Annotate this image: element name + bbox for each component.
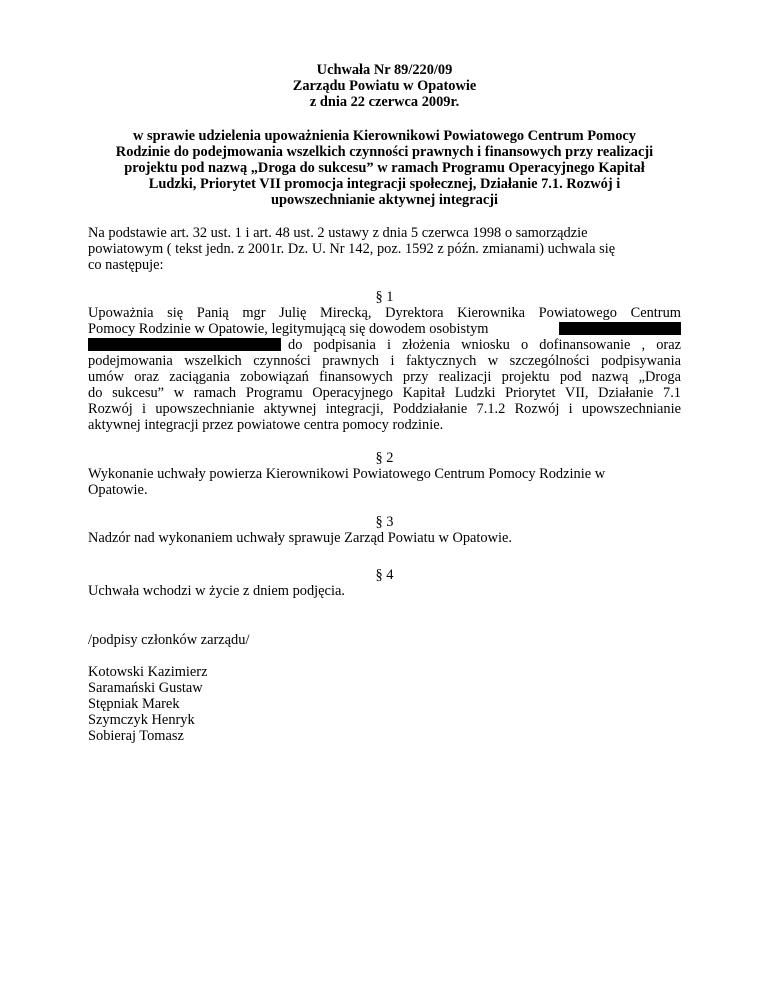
section-4-title: § 4 (375, 567, 394, 583)
section-2 (88, 450, 681, 498)
board-member-name: Stępniak Marek (88, 696, 180, 712)
section-2-line: Opatowie. (88, 482, 148, 498)
section-2-title: § 2 (375, 450, 394, 466)
subject-line: projektu pod nazwą „Droga do sukcesu” w ramach Programu Operacyjnego Kapitał (124, 160, 645, 176)
section-1-line: umów oraz zaciągania zobowiązań finansowych przy realizacji projektu pod nazwą „Droga (88, 369, 681, 385)
issuing-body: Zarządu Powiatu w Opatowie (292, 78, 477, 94)
subject-line: upowszechnianie aktywnej integracji (270, 192, 499, 208)
section-3 (88, 514, 681, 546)
signatures-label: /podpisy członków zarządu/ (88, 632, 250, 648)
board-members-list (88, 664, 681, 744)
section-1-line: aktywnej integracji przez powiatowe centra pomocy rodzinie. (88, 417, 444, 433)
board-member-name: Szymczyk Henryk (88, 712, 195, 728)
section-1-line-with-redaction (88, 321, 681, 337)
section-1-line: Pomocy Rodzinie w Opatowie, legitymującą się dowodem osobistym (88, 321, 489, 337)
board-member-name: Sobieraj Tomasz (88, 728, 184, 744)
legal-basis-line: co następuje: (88, 257, 164, 273)
resolution-date: z dnia 22 czerwca 2009r. (309, 94, 460, 110)
legal-basis-line: powiatowym ( tekst jedn. z 2001r. Dz. U. Nr 142, poz. 1592 z późn. zmianami) uchwala się (88, 241, 616, 257)
section-4 (88, 567, 681, 599)
section-4-line: Uchwała wchodzi w życie z dniem podjęcia. (88, 583, 345, 599)
subject-line: Ludzki, Priorytet VII promocja integracji społecznej, Działanie 7.1. Rozwój i (148, 176, 621, 192)
section-1-line: do podpisania i złożenia wniosku o dofinansowanie , oraz (288, 337, 681, 353)
redaction-bar (88, 338, 281, 351)
section-1-line: podejmowania wszelkich czynności prawnych i faktycznych w szczególności podpisywania (88, 353, 681, 369)
subject-line: w sprawie udzielenia upoważnienia Kierownikowi Powiatowego Centrum Pomocy (133, 128, 636, 144)
section-1-line: Upoważnia się Panią mgr Julię Mirecką, Dyrektora Kierownika Powiatowego Centrum (88, 305, 681, 321)
section-1-title: § 1 (375, 289, 394, 305)
legal-basis-line: Na podstawie art. 32 ust. 1 i art. 48 ust. 2 ustawy z dnia 5 czerwca 1998 o samorządzie (88, 225, 588, 241)
section-1-line-with-redaction (88, 337, 681, 353)
board-member-name: Kotowski Kazimierz (88, 664, 208, 680)
resolution-number: Uchwała Nr 89/220/09 (316, 62, 453, 78)
board-member-name: Saramański Gustaw (88, 680, 203, 696)
section-1-line: Rozwój i upowszechnianie aktywnej integracji, Poddziałanie 7.1.2 Rozwój i upowszechnianie (88, 401, 681, 417)
resolution-header (88, 62, 681, 110)
subject-line: Rodzinie do podejmowania wszelkich czynności prawnych i finansowych przy realizacji (115, 144, 654, 160)
resolution-subject (88, 128, 681, 208)
section-3-line: Nadzór nad wykonaniem uchwały sprawuje Zarząd Powiatu w Opatowie. (88, 530, 512, 546)
section-3-title: § 3 (375, 514, 394, 530)
redaction-bar (559, 322, 681, 335)
legal-basis (88, 225, 681, 273)
section-1 (88, 289, 681, 433)
section-2-line: Wykonanie uchwały powierza Kierownikowi Powiatowego Centrum Pomocy Rodzinie w (88, 466, 606, 482)
section-1-line: do sukcesu” w ramach Programu Operacyjnego Kapitał Ludzki Priorytet VII, Działanie 7.1 (88, 385, 681, 401)
signatures-block (88, 632, 681, 744)
